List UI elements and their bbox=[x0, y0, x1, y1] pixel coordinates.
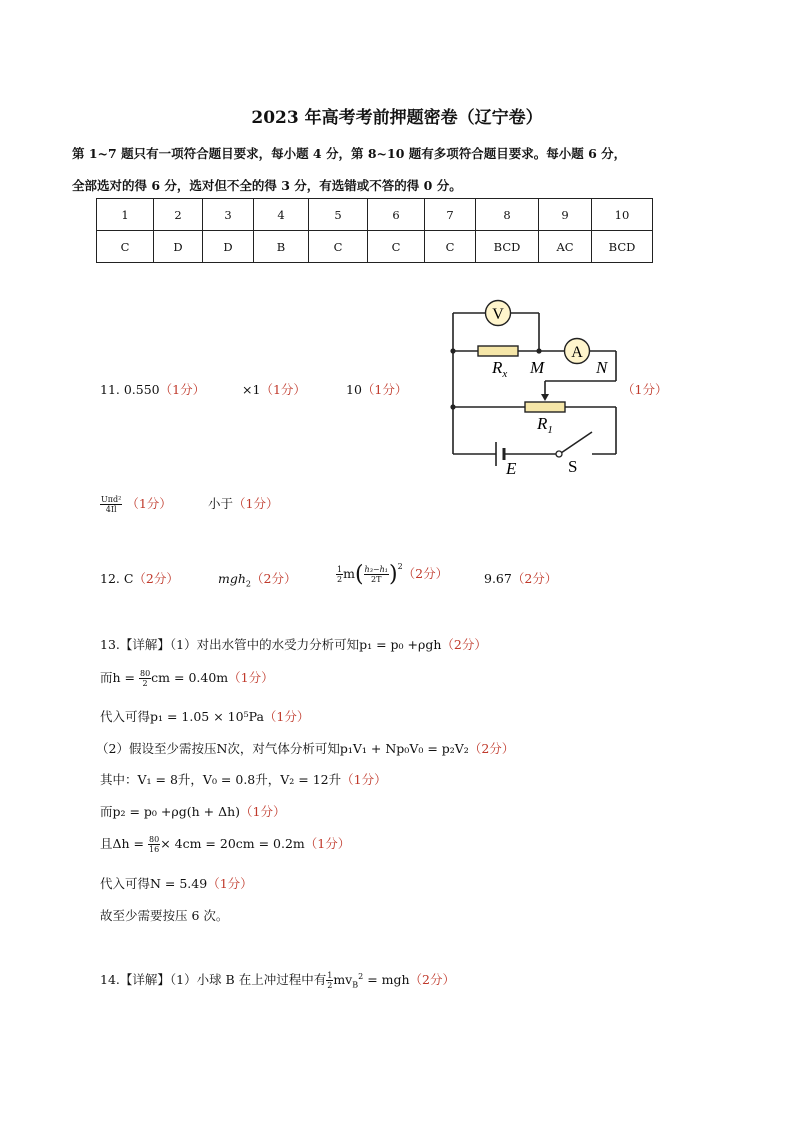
table-cell-number: 4 bbox=[254, 199, 309, 231]
table-cell-number: 3 bbox=[203, 199, 254, 231]
q12-acceleration: 9.67（2分） bbox=[484, 571, 558, 586]
q13-line-8: 代入可得N = 5.49（1分） bbox=[100, 876, 253, 891]
answer-table-answer-row bbox=[97, 231, 653, 263]
table-cell-answer: C bbox=[368, 231, 425, 263]
q13-line-1: 13.【详解】（1）对出水管中的水受力分析可知p₁ = p₀ +ρgh（2分） bbox=[100, 637, 487, 652]
circuit-diagram bbox=[440, 292, 630, 482]
r1-label: $R_1$ bbox=[537, 414, 553, 436]
table-cell-number: 7 bbox=[425, 199, 476, 231]
table-cell-number: 1 bbox=[97, 199, 154, 231]
q11-answer-range: ×1（1分） bbox=[242, 382, 306, 397]
table-cell-answer: BCD bbox=[476, 231, 539, 263]
table-cell-answer: BCD bbox=[592, 231, 653, 263]
q13-line-4: （2）假设至少需按压N次，对气体分析可知p₁V₁ + Np₀V₀ = p₂V₂（2分） bbox=[96, 741, 515, 756]
q11-resistivity-expression: $\frac{\text{Uπd²}}{4Il}$ （1分） bbox=[101, 495, 172, 514]
table-cell-answer: B bbox=[254, 231, 309, 263]
intro-line-1: 第 1~7 题只有一项符合题目要求，每小题 4 分，第 8~10 题有多项符合题目要求。每小题 6 分， bbox=[72, 146, 627, 161]
answer-table bbox=[96, 198, 653, 263]
node-n-label: N bbox=[596, 358, 608, 377]
resistor-rx-icon bbox=[478, 346, 518, 356]
slider-arrow-icon bbox=[541, 394, 549, 401]
rheostat-r1-icon bbox=[525, 402, 565, 412]
switch-label: S bbox=[568, 457, 578, 476]
q12-potential-energy: mgh$_2$（2分） bbox=[218, 571, 297, 589]
q13-line-5: 其中：V₁ = 8升，V₀ = 0.8升，V₂ = 12升（1分） bbox=[100, 772, 387, 787]
intro-line-2: 全部选对的得 6 分，选对但不全的得 3 分，有选错或不答的得 0 分。 bbox=[72, 178, 462, 193]
switch-contact bbox=[556, 451, 562, 457]
q13-line-2: 而h = $\frac{80}{2}$ cm = 0.40m（1分） bbox=[100, 669, 274, 688]
table-cell-number: 5 bbox=[309, 199, 368, 231]
q13-line-9: 故至少需要按压 6 次。 bbox=[100, 908, 229, 923]
q14-line-1: 14.【详解】（1）小球 B 在上冲过程中有 $\frac{1}{2}$ $mv_B^2 = mgh(2$分） bbox=[100, 971, 455, 990]
table-cell-answer: C bbox=[309, 231, 368, 263]
table-cell-answer: C bbox=[97, 231, 154, 263]
voltmeter-label: V bbox=[492, 306, 504, 323]
q13-line-6: 而p₂ = p₀ +ρg(h + Δh)（1分） bbox=[100, 804, 286, 819]
switch-blade bbox=[561, 432, 592, 453]
q13-line-7: 且Δh = $\frac{80}{16}$ × 4cm = 20cm = 0.2m（1分） bbox=[100, 835, 351, 854]
q12-kinetic-energy: $\frac{1}{2}$ m( $\frac{\text{h₃−h₁}}{2T}$ )$^2$（2分） bbox=[337, 562, 449, 587]
junction-dot bbox=[536, 348, 541, 353]
q11-answer-diameter: 11. 0.550（1分） bbox=[100, 382, 206, 397]
q11-circuit-points: （1分） bbox=[622, 382, 668, 397]
table-cell-number: 8 bbox=[476, 199, 539, 231]
q11-answer-resistance: 10（1分） bbox=[346, 382, 408, 397]
table-cell-answer: AC bbox=[539, 231, 592, 263]
node-m-label: M bbox=[530, 358, 545, 377]
table-cell-answer: C bbox=[425, 231, 476, 263]
q13-line-3: 代入可得p₁ = 1.05 × 10⁵Pa（1分） bbox=[100, 709, 310, 724]
ammeter-label: A bbox=[571, 344, 583, 361]
rx-label: $R_x$ bbox=[492, 358, 508, 380]
table-cell-number: 6 bbox=[368, 199, 425, 231]
table-cell-number: 9 bbox=[539, 199, 592, 231]
page-title: 2023 年高考考前押题密卷（辽宁卷） bbox=[251, 108, 543, 128]
junction-dot bbox=[450, 404, 455, 409]
q11-comparison: 小于（1分） bbox=[208, 496, 279, 511]
table-cell-answer: D bbox=[154, 231, 203, 263]
battery-label: E bbox=[506, 459, 517, 478]
table-cell-number: 2 bbox=[154, 199, 203, 231]
table-cell-number: 10 bbox=[592, 199, 653, 231]
q12-answer-choice: 12. C（2分） bbox=[100, 571, 179, 586]
table-cell-answer: D bbox=[203, 231, 254, 263]
junction-dot bbox=[450, 348, 455, 353]
answer-table-header-row bbox=[97, 199, 653, 231]
